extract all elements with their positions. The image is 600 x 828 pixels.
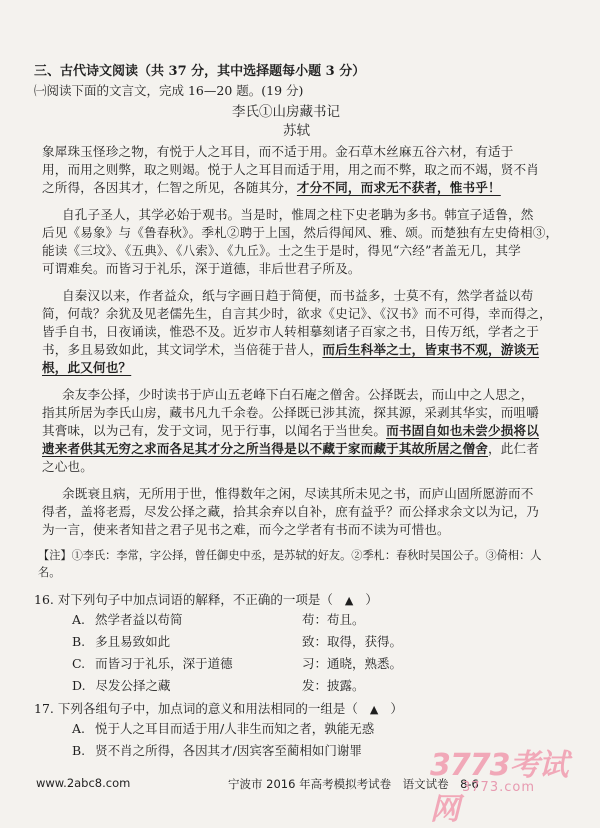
para4-line5: 之心也。 bbox=[42, 459, 93, 474]
para3-line4-text: 书，多且易致如此，其文词学术，当倍蓰于昔人， bbox=[42, 342, 323, 357]
q16-option-b[interactable] bbox=[72, 634, 170, 650]
q16-answer-mark: ▲ bbox=[344, 594, 354, 607]
q17-option-b-label: B. bbox=[72, 743, 86, 758]
para3-line4 bbox=[42, 342, 539, 358]
passage-author: 苏轼 bbox=[283, 123, 310, 139]
q16-stem-close: ） bbox=[365, 592, 378, 607]
para1-line2: 用，而用之则弊，取之则竭。悦于人之耳目而适于用，用之而不弊，取之而不竭，贤不肖 bbox=[42, 162, 540, 177]
para1-line1: 象犀珠玉怪珍之物，有悦于人之耳目，而不适于用。金石草木丝麻五谷六材，有适于 bbox=[42, 144, 514, 159]
q16-option-a-label: A. bbox=[72, 612, 86, 627]
para4-underlined-sentence-b: 遗来者供其无穷之求而各足其才分之所当得是以不藏于家而藏于其故所居之僧舍 bbox=[42, 441, 489, 456]
para3-line1: 自秦汉以来，作者益众，纸与字画日趋于简便，而书益多，士莫不有，然学者益以苟 bbox=[62, 288, 534, 303]
para2-line2: 后见《易象》与《鲁春秋》。季札②聘于上国，然后得闻风、雅、颂。而楚独有左史倚相③， bbox=[42, 225, 559, 240]
q17-stem bbox=[34, 701, 403, 718]
q17-stem-close: ） bbox=[390, 701, 403, 716]
watermark-main-text: 3773考试网 bbox=[430, 748, 568, 827]
q16-option-b-label: B. bbox=[72, 634, 86, 649]
q16-option-b-gloss: 致：取得，获得。 bbox=[302, 634, 403, 649]
watermark-sub-text: 3773.com bbox=[462, 780, 535, 795]
q16-option-c-gloss: 习：通晓，熟悉。 bbox=[302, 656, 403, 671]
q16-option-c[interactable] bbox=[72, 656, 233, 672]
q17-option-a[interactable] bbox=[72, 721, 374, 737]
para4-line1: 余友李公择，少时读书于庐山五老峰下白石庵之僧舍。公择既去，而山中之人思之， bbox=[62, 387, 534, 402]
q16-option-a-text: 然学者益以苟简 bbox=[95, 612, 183, 627]
para5-line1: 余既衰且病，无所用于世，惟得数年之闲，尽读其所未见之书，而庐山固所愿游而不 bbox=[62, 486, 534, 501]
para3-line2: 简，何哉？余犹及见老儒先生，自言其少时，欲求《史记》、《汉书》而不可得，幸而得之， bbox=[42, 306, 552, 321]
para3-line5 bbox=[42, 360, 131, 376]
section-header: 三、古代诗文阅读（共 37 分，其中选择题每小题 3 分） bbox=[34, 64, 366, 79]
para1-line3-text: 之所得，各因其才，仁智之所见，各随其分， bbox=[42, 180, 297, 195]
q16-stem bbox=[34, 592, 378, 609]
para2-line3: 能读《三坟》、《五典》、《八索》、《九丘》。士之生于是时，得见“六经”者盖无几，其学 bbox=[42, 243, 521, 258]
footer-exam-info: 宁波市 2016 年高考模拟考试卷 语文试卷 8-6 bbox=[228, 777, 479, 791]
para2-line1: 自孔子圣人，其学必始于观书。当是时，惟周之柱下史老聃为多书。韩宣子适鲁，然 bbox=[62, 207, 534, 222]
para5-line3: 为一言，使来者知昔之君子见书之难，而今之学者有书而不读为可惜也。 bbox=[42, 522, 450, 537]
site-watermark-logo bbox=[430, 740, 590, 827]
reading-instruction: ㈠阅读下面的文言文，完成 16—20 题。(19 分) bbox=[34, 83, 304, 98]
q16-option-a[interactable] bbox=[72, 612, 183, 628]
q16-stem-text: 16. 对下列句子中加点词语的解释，不正确的一项是（ bbox=[34, 592, 333, 607]
q16-option-c-text: 而皆习于礼乐，深于道德 bbox=[95, 656, 233, 671]
q16-option-a-gloss: 苟：苟且。 bbox=[302, 612, 365, 627]
notes-line1: 【注】①李氏：李常，字公择，曾任御史中丞，是苏轼的好友。②季札：春秋时吴国公子。③倚相：人 bbox=[38, 549, 542, 562]
para4-line4-text: ，此仁者 bbox=[488, 441, 540, 456]
passage-title: 李氏①山房藏书记 bbox=[232, 104, 340, 120]
para3-line3: 皆手自书，日夜诵读，惟恐不及。近岁市人转相摹刻诸子百家之书，日传万纸，学者之于 bbox=[42, 324, 540, 339]
para4-line4 bbox=[42, 441, 539, 457]
q17-answer-mark: ▲ bbox=[369, 703, 379, 716]
q17-option-a-text: 悦于人之耳目而适于用/人非生而知之者，孰能无惑 bbox=[95, 721, 375, 736]
para3-underlined-sentence-b: 根，此又何也？ bbox=[42, 360, 132, 375]
para4-line2: 指其所居为李氏山房，藏书凡九千余卷。公择既已涉其流，探其源，采剥其华实，而咀嚼 bbox=[42, 405, 540, 420]
para4-line3 bbox=[42, 423, 539, 439]
para3-underlined-sentence-a: 而后生科举之士，皆束书不观，游谈无 bbox=[322, 342, 540, 357]
para1-line3 bbox=[42, 180, 501, 196]
para4-underlined-sentence-a: 而书固自如也未尝少损将以 bbox=[386, 423, 540, 438]
q16-option-c-label: C. bbox=[72, 656, 86, 671]
q16-option-d-label: D. bbox=[72, 678, 86, 693]
q16-option-b-text: 多且易致如此 bbox=[95, 634, 171, 649]
q17-option-b[interactable] bbox=[72, 743, 362, 759]
q17-stem-text: 17. 下列各组句子中，加点词的意义和用法相同的一组是（ bbox=[34, 701, 358, 716]
para4-line3-text: 其膏味，以为己有，发于文词，见于行事，以闻名于当世矣。 bbox=[42, 423, 387, 438]
q16-option-d[interactable] bbox=[72, 678, 171, 694]
q16-option-d-gloss: 发：披露。 bbox=[302, 678, 365, 693]
notes-line2: 名。 bbox=[38, 566, 61, 579]
para1-underlined-sentence: 才分不同，而求无不获者，惟书乎！ bbox=[296, 180, 501, 195]
q17-option-a-label: A. bbox=[72, 721, 86, 736]
q17-option-b-text: 贤不肖之所得，各因其才/因宾客至蔺相如门谢罪 bbox=[95, 743, 362, 758]
q16-option-d-text: 尽发公择之藏 bbox=[95, 678, 171, 693]
para5-line2: 得者，盖将老焉，尽发公择之藏，拾其余弃以自补，庶有益乎？而公择求余文以为记，乃 bbox=[42, 504, 540, 519]
para2-line4: 可谓难矣。而皆习于礼乐，深于道德，非后世君子所及。 bbox=[42, 261, 361, 276]
footer-website: www.2abc8.com bbox=[36, 776, 131, 790]
